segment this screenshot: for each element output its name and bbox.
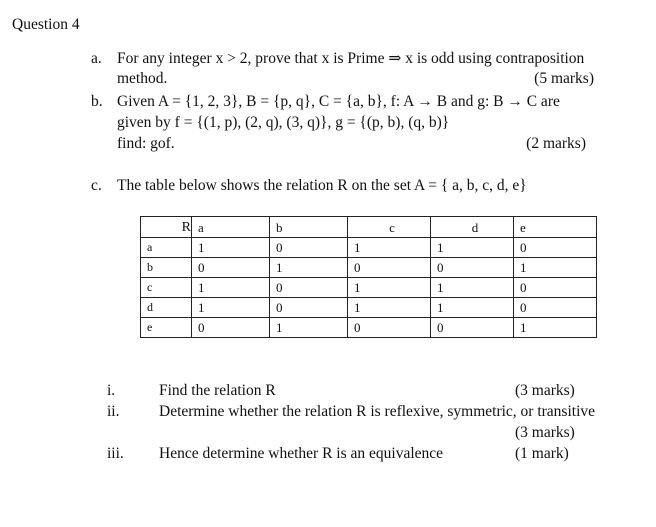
table-cell: 0: [348, 258, 431, 278]
row-label: d: [141, 298, 192, 318]
subpart-ii-text: Determine whether the relation R is reflexive, symmetric, or transitive: [159, 403, 596, 420]
table-header-cell: c: [348, 217, 431, 238]
subpart-ii-label: ii.: [107, 403, 120, 420]
row-label: c: [141, 278, 192, 298]
subpart-iii-text: Hence determine whether R is an equivalence: [159, 445, 444, 462]
part-b-marks: (2 marks): [526, 135, 586, 152]
table-cell: 1: [192, 298, 270, 318]
table-cell: 0: [270, 298, 348, 318]
subpart-iii-label: iii.: [107, 445, 124, 462]
subpart-iii-marks: (1 mark): [515, 445, 569, 462]
table-cell: 1: [270, 258, 348, 278]
table-row: [141, 278, 597, 298]
table-cell: 1: [431, 278, 514, 298]
table-cell: 0: [270, 278, 348, 298]
table-cell: 1: [348, 278, 431, 298]
subpart-ii-marks: (3 marks): [515, 424, 575, 441]
table-cell: 1: [431, 298, 514, 318]
table-header-cell: d: [431, 217, 514, 238]
relation-table: [140, 216, 597, 338]
table-header-cell: a: [192, 217, 270, 238]
question-title: Question 4: [12, 16, 80, 33]
table-cell: 1: [192, 278, 270, 298]
table-cell: 1: [348, 298, 431, 318]
table-cell: 0: [514, 278, 597, 298]
row-label: b: [141, 258, 192, 278]
part-a-label: a.: [91, 50, 102, 67]
part-c-text: The table below shows the relation R on the set A = { a, b, c, d, e}: [117, 177, 527, 194]
table-header-cell: b: [270, 217, 348, 238]
table-cell: 0: [514, 238, 597, 258]
part-c-label: c.: [91, 177, 102, 194]
table-cell: 1: [348, 238, 431, 258]
row-label: e: [141, 318, 192, 338]
table-row: [141, 298, 597, 318]
table-row: [141, 318, 597, 338]
part-a-line2: method.: [117, 70, 168, 87]
table-cell: 0: [192, 318, 270, 338]
part-a-marks: (5 marks): [534, 70, 594, 87]
table-cell: 0: [431, 318, 514, 338]
table-cell: 0: [431, 258, 514, 278]
table-cell: 1: [431, 238, 514, 258]
table-cell: 0: [348, 318, 431, 338]
table-row: [141, 258, 597, 278]
table-cell: 1: [514, 318, 597, 338]
row-label: a: [141, 238, 192, 258]
part-b-label: b.: [91, 93, 103, 110]
subpart-i-label: i.: [107, 382, 116, 399]
table-cell: 1: [514, 258, 597, 278]
part-b-line1: Given A = {1, 2, 3}, B = {p, q}, C = {a, b}, f: A → B and g: B → C are: [117, 93, 560, 110]
subpart-i-text: Find the relation R: [159, 382, 276, 399]
table-cell: 1: [270, 318, 348, 338]
table-cell: 0: [514, 298, 597, 318]
table-header-cell: e: [514, 217, 597, 238]
table-row: [141, 238, 597, 258]
table-header-row: [141, 217, 597, 238]
part-b-line3: find: gof.: [117, 135, 175, 152]
table-cell: 1: [192, 238, 270, 258]
table-cell: 0: [270, 238, 348, 258]
table-corner: R: [141, 217, 192, 238]
part-a-line1: For any integer x > 2, prove that x is Prime ⇒ x is odd using contraposition: [117, 50, 585, 67]
part-b-line2: given by f = {(1, p), (2, q), (3, q)}, g = {(p, b), (q, b)}: [117, 114, 450, 131]
table-cell: 0: [192, 258, 270, 278]
subpart-i-marks: (3 marks): [515, 382, 575, 399]
